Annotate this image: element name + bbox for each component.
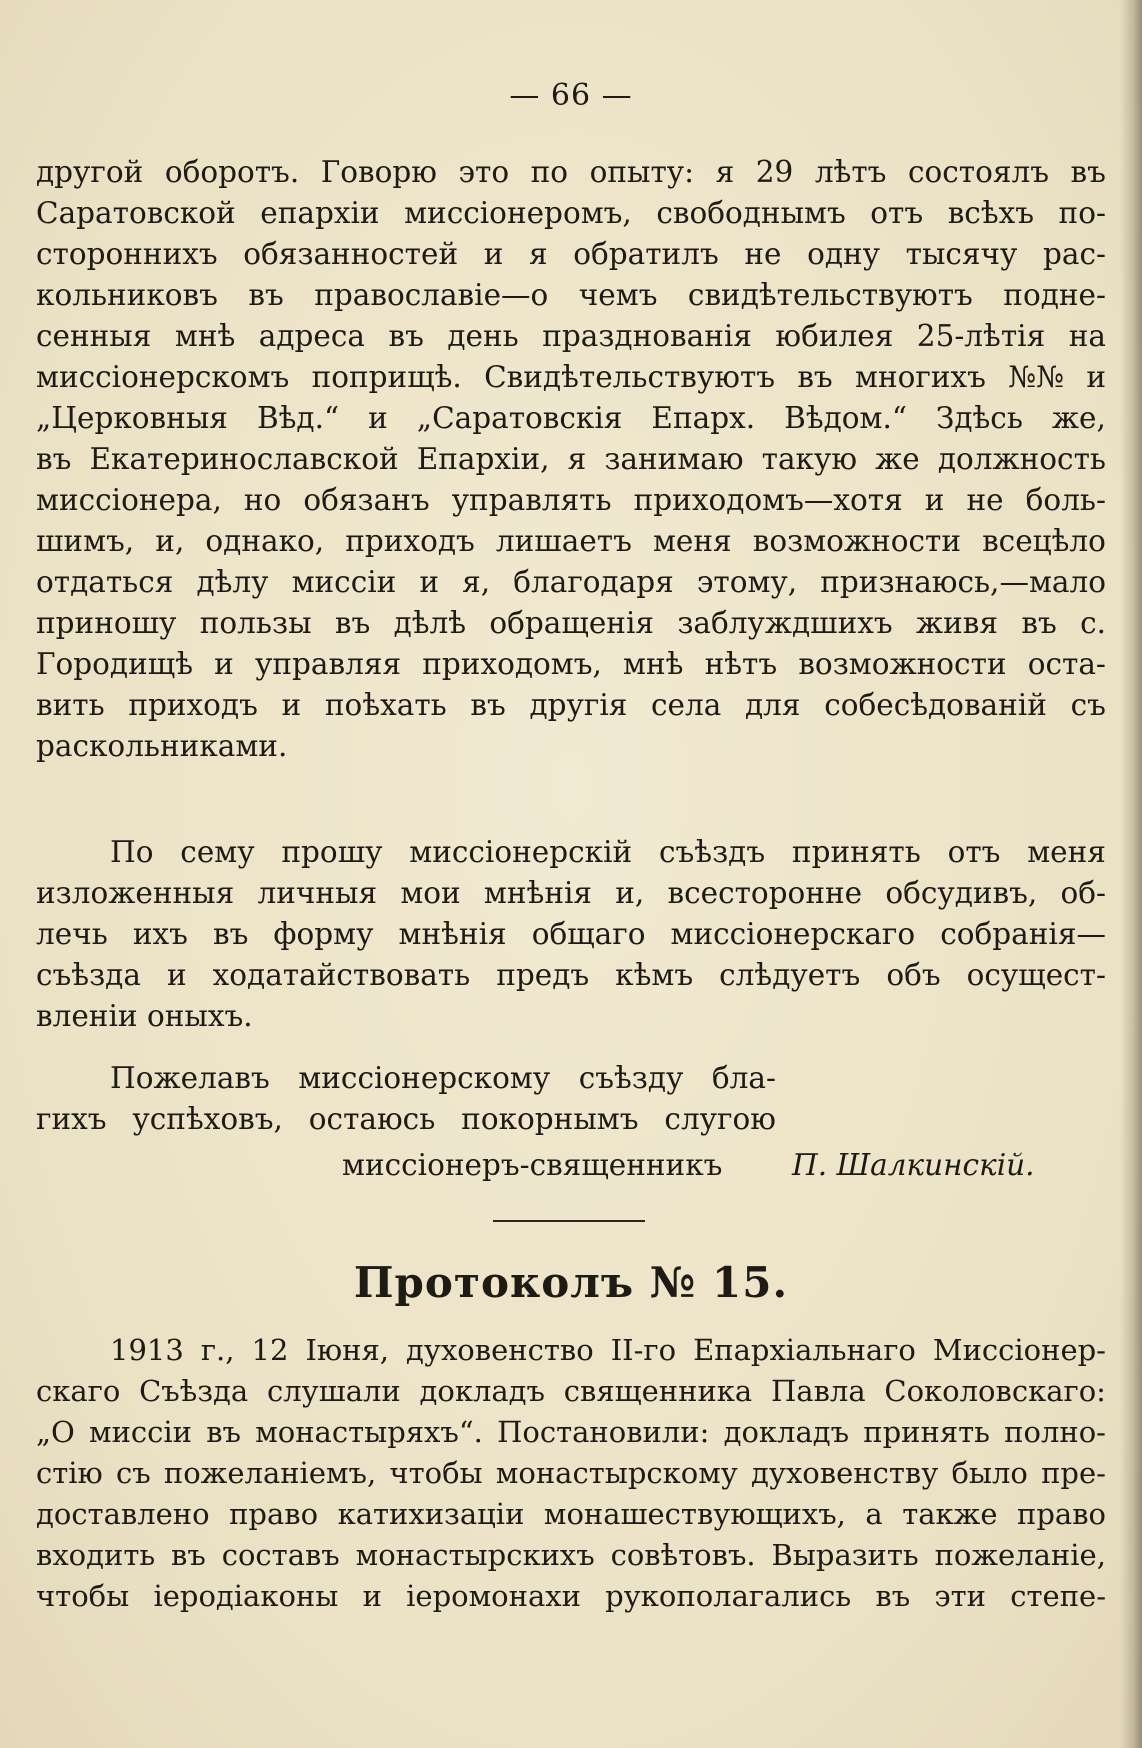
text-line: Саратовской епархіи миссіонеромъ, свободнымъ отъ всѣхъ по- [36, 196, 1106, 230]
text-line: съѣзда и ходатайствовать предъ кѣмъ слѣдуетъ объ осущест- [36, 958, 1106, 992]
protocol-paragraph [36, 1330, 1106, 1617]
text-line: стороннихъ обязанностей и я обратилъ не одну тысячу рас- [36, 237, 1106, 271]
section-divider [493, 1220, 645, 1222]
text-line: приношу пользы въ дѣлѣ обращенія заблуждшихъ живя въ с. [36, 606, 1106, 640]
text-line: входить въ составъ монастырскихъ совѣтовъ. Выразить пожеланіе, [36, 1538, 1106, 1572]
text-line: „О миссіи въ монастыряхъ“. Постановили: докладъ принять полно- [36, 1415, 1106, 1449]
text-line: въ Екатеринославской Епархіи, я занимаю такую же должность [36, 442, 1106, 476]
text-line: изложенныя личныя мои мнѣнія и, всесторонне обсудивъ, об- [36, 876, 1106, 910]
body-paragraph [36, 152, 1106, 767]
text-line: „Церковныя Вѣд.“ и „Саратовскія Епарх. Вѣдом.“ Здѣсь же, [36, 401, 1106, 435]
page-number: — 66 — [509, 78, 633, 113]
text-line: стію съ пожеланіемъ, чтобы монастырскому духовенству было пре- [36, 1456, 1106, 1490]
text-line: вить приходъ и поѣхать въ другія села для собесѣдованій съ [36, 688, 1106, 722]
text-line: другой оборотъ. Говорю это по опыту: я 29 лѣтъ состоялъ въ [36, 155, 1106, 189]
signature-role: миссіонеръ-священникъ [342, 1148, 723, 1182]
text-line: Городищѣ и управляя приходомъ, мнѣ нѣтъ возможности оста- [36, 647, 1106, 681]
text-line: миссіонерскомъ поприщѣ. Свидѣтельствуютъ въ многихъ №№ и [36, 360, 1106, 394]
text-line: скаго Съѣзда слушали докладъ священника Павла Соколовскаго: [36, 1374, 1106, 1408]
text-line: доставлено право катихизаціи монашествующихъ, а также право [36, 1497, 1106, 1531]
text-line: раскольниками. [36, 729, 288, 763]
text-line: шимъ, и, однако, приходъ лишаетъ меня возможности всецѣло [36, 524, 1106, 558]
text-line: отдаться дѣлу миссіи и я, благодаря этому, признаюсь,—мало [36, 565, 1106, 599]
text-line: сенныя мнѣ адреса въ день празднованія юбилея 25-лѣтія на [36, 319, 1106, 353]
text-line: миссіонера, но обязанъ управлять приходомъ—хотя и не боль- [36, 483, 1106, 517]
text-line: Пожелавъ миссіонерскому съѣзду бла- [110, 1061, 776, 1095]
closing-paragraph [36, 1058, 776, 1140]
text-line: лечь ихъ въ форму мнѣнія общаго миссіонерскаго собранія— [36, 917, 1106, 951]
protocol-heading: Протоколъ № 15. [353, 1258, 789, 1307]
page-edge-shadow [1120, 0, 1142, 1748]
signature-name: П. Шалкинскій. [792, 1148, 1035, 1182]
text-line: 1913 г., 12 Іюня, духовенство II-го Епархіальнаго Миссіонер- [110, 1333, 1106, 1367]
text-line: чтобы іеродіаконы и іеромонахи рукополагались въ эти степе- [36, 1579, 1106, 1613]
signature [0, 1145, 1142, 1186]
text-line: гихъ успѣховъ, остаюсь покорнымъ слугою [36, 1102, 776, 1136]
request-paragraph [36, 832, 1106, 1037]
text-line: кольниковъ въ православіе—о чемъ свидѣтельствуютъ подне- [36, 278, 1106, 312]
text-line: вленіи оныхъ. [36, 999, 253, 1033]
text-line: По сему прошу миссіонерскій съѣздъ принять отъ меня [110, 835, 1106, 869]
